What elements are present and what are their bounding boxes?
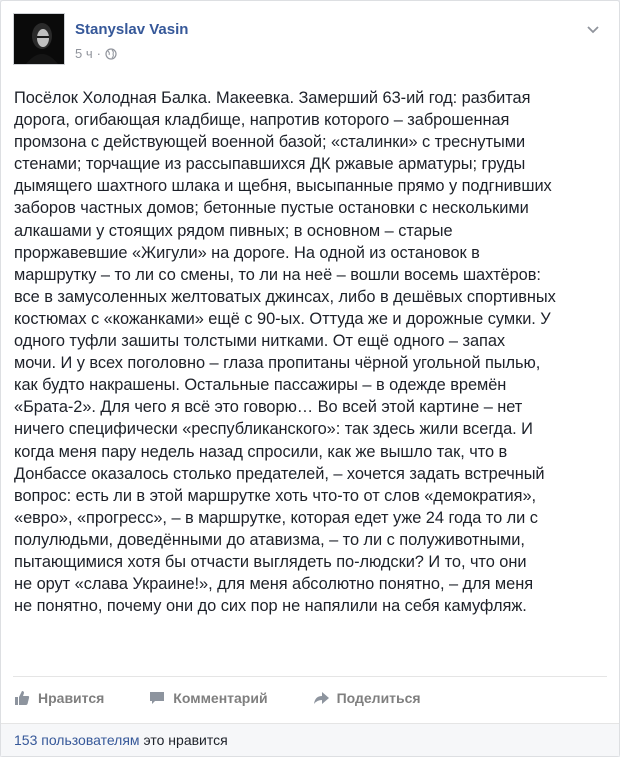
share-label: Поделиться bbox=[336, 690, 421, 706]
chevron-down-icon[interactable] bbox=[585, 21, 601, 37]
like-label: Нравится bbox=[38, 690, 105, 706]
share-button[interactable] bbox=[312, 689, 421, 707]
globe-icon[interactable] bbox=[105, 48, 117, 60]
author-avatar[interactable] bbox=[13, 13, 65, 65]
post-time[interactable]: 5 ч bbox=[75, 46, 93, 61]
likes-suffix: это нравится bbox=[143, 732, 228, 748]
post-meta bbox=[75, 46, 117, 61]
divider bbox=[13, 676, 607, 677]
thumbs-up-icon bbox=[13, 689, 31, 707]
author-name[interactable]: Stanyslav Vasin bbox=[75, 21, 189, 38]
post-body: Посёлок Холодная Балка. Макеевка. Замерший 63-ий год: разбитая дорога, огибающая кладбище, напротив которого – заброшенная промзона с действующей военной базой; «сталинки» с треснутыми стенами; торчащие из рассыпавшихся ДК ржавые арматуры; груды дымящего шахтного шлака и щебня, высыпанные прямо у подгнивших заборов частных домов; бетонные пустые остановки с несколькими алкашами у стоящих рядом пивных; в основном – старые проржавевшие «Жигули» на дороге. На одной из остановок в маршрутку – то ли со смены, то ли на неё – вошли восемь шахтёров: все в замусоленных желтоватых джинсах, либо в дешёвых спортивных костюмах с «кожанками» ещё с 90-ых. Оттуда же и дорожные сумки. У одного туфли зашиты толстыми нитками. От ещё одного – запах мочи. И у всех поголовно – глаза пропитаны чёрной угольной пылью, как будто накрашены. Остальные пассажиры – в одежде времён «Брата-2». Для чего я всё это говорю… Во всей этой картине – нет ничего специфически «республиканского»: так здесь жили всегда. И когда меня пару недель назад спросили, как же вышло так, что в Донбассе оказалось столько предателей, – хочется задать встречный вопрос: есть ли в этой маршрутке хоть что-то от слов «демократия», «евро», «прогресс», – в маршрутке, которая едет уже 24 года то ли с полулюдьми, доведёнными до атавизма, – то ли с полуживотными, пытающимися хотя бы отчасти выглядеть по-людски? И то, что они не орут «слава Украине!», для меня абсолютно понятно, – для меня не понятно, почему они до сих пор не напялили на себя камуфляж. bbox=[14, 89, 556, 616]
likes-count-link[interactable]: 153 пользователям bbox=[14, 732, 140, 748]
post-header bbox=[13, 13, 607, 69]
comment-button[interactable] bbox=[148, 689, 267, 707]
share-arrow-icon bbox=[312, 689, 330, 707]
comment-label: Комментарий bbox=[173, 690, 268, 706]
meta-separator: · bbox=[96, 46, 101, 61]
likes-summary bbox=[1, 723, 619, 756]
avatar-photo-icon bbox=[14, 14, 64, 64]
like-button[interactable] bbox=[13, 689, 104, 707]
post-actions bbox=[13, 678, 607, 718]
comment-bubble-icon bbox=[148, 689, 166, 707]
